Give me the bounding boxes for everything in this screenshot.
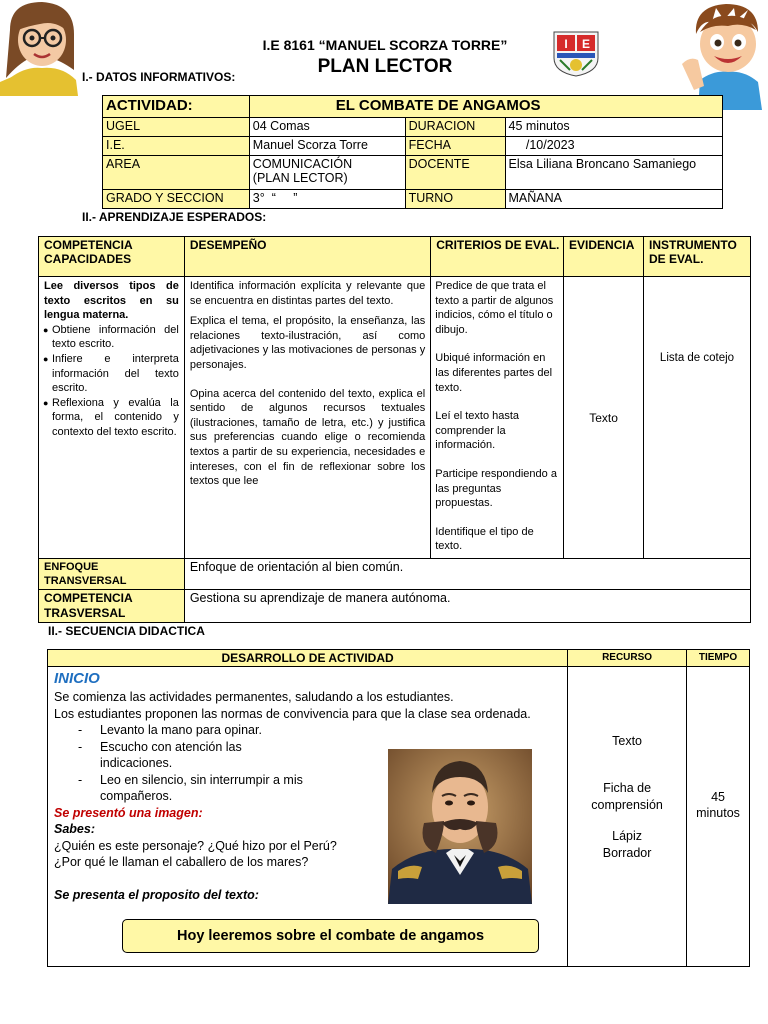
- student-cartoon-image: [682, 0, 768, 110]
- time-value: 45 minutos: [687, 667, 750, 967]
- criterion-item: Leí el texto hasta comprender la información.: [435, 410, 520, 452]
- activity-development-cell: [48, 667, 568, 967]
- duration-label: DURACION: [405, 118, 505, 137]
- section-aprendizajes: II.- APRENDIZAJE ESPERADOS:: [82, 210, 267, 224]
- activity-label: ACTIVIDAD:: [103, 96, 250, 118]
- area-value: [249, 156, 405, 190]
- question-line: ¿Por qué le llaman el caballero de los mares?: [54, 855, 309, 869]
- criterion-item: Predice de que trata el texto a partir de algunos indicios, cómo el título o dibujo.: [435, 280, 554, 336]
- header-instrumento: INSTRUMENTO DE EVAL.: [644, 237, 751, 277]
- enfoque-value: Enfoque de orientación al bien común.: [184, 559, 750, 590]
- inicio-heading: INICIO: [54, 670, 100, 687]
- ugel-value: 04 Comas: [249, 118, 405, 137]
- activity-title: EL COMBATE DE ANGAMOS: [249, 96, 722, 118]
- document-title: PLAN LECTOR: [317, 56, 453, 77]
- resource-item: Lápiz: [612, 829, 643, 843]
- development-line: Los estudiantes proponen las normas de convivencia para que la clase sea ordenada.: [54, 706, 531, 721]
- capacities-list: [44, 323, 179, 440]
- performance-item: Opina acerca del contenido del texto, explica el sentido de algunos recursos textuales (ilustraciones, tamaño de letra, etc.) y justifica sus preferencias cuando elige o recomienda textos a partir de su experiencia, necesidades e intereses, con el fin de reflexionar sobre los textos que lee: [189, 387, 426, 488]
- norms-list: [54, 722, 314, 805]
- competencia-transversal-label: COMPETENCIA TRASVERSAL: [39, 590, 185, 623]
- grau-portrait-image: [388, 749, 532, 904]
- date-label: FECHA: [405, 137, 505, 156]
- crest-letter-i: I: [564, 37, 568, 51]
- teacher-label: DOCENTE: [405, 156, 505, 190]
- grade-value: 3° “ ”: [249, 190, 405, 209]
- capacity-item: ● Infiere e interpreta información del texto escrito.: [44, 352, 179, 396]
- shift-value: MAÑANA: [505, 190, 723, 209]
- info-table: [102, 95, 723, 209]
- development-line: Se comienza las actividades permanentes, saludando a los estudiantes.: [54, 690, 454, 704]
- purpose-label: Se presenta el proposito del texto:: [54, 887, 259, 902]
- capacity-item: ● Reflexiona y evalúa la forma, el contenido y contexto del texto escrito.: [44, 396, 179, 440]
- criteria-cell: [431, 277, 564, 559]
- resource-item: Ficha de comprensión: [591, 781, 663, 812]
- image-note: Se presentó una imagen:: [54, 805, 203, 820]
- resources-cell: [568, 667, 687, 967]
- purpose-box: Hoy leeremos sobre el combate de angamos: [122, 919, 539, 953]
- question-line: ¿Quién es este personaje? ¿Qué hizo por el Perú?: [54, 838, 337, 853]
- area-label: AREA: [103, 156, 250, 190]
- header-capacidades-text: CAPACIDADES: [44, 252, 132, 266]
- criterion-item: Participe respondiendo a las preguntas propuestas.: [435, 467, 557, 510]
- date-value: /10/2023: [505, 137, 723, 156]
- capacities-cell: [39, 277, 185, 559]
- header-competencia-text: COMPETENCIA: [44, 238, 133, 252]
- duration-value: 45 minutos: [505, 118, 723, 137]
- school-name: I.E 8161 “MANUEL SCORZA TORRE”: [262, 37, 508, 53]
- instrument-value: Lista de cotejo: [644, 277, 751, 559]
- school-crest-logo: [552, 30, 600, 78]
- header-evidencia: EVIDENCIA: [564, 237, 644, 277]
- ugel-label: UGEL: [103, 118, 250, 137]
- criterion-item: Ubiqué información en las diferentes partes del texto.: [435, 352, 553, 394]
- evidence-value: Texto: [564, 277, 644, 559]
- header-competencia: [39, 237, 185, 277]
- enfoque-label: ENFOQUE TRANSVERSAL: [39, 559, 185, 590]
- teacher-value: Elsa Liliana Broncano Samaniego: [505, 156, 723, 190]
- ie-label: I.E.: [103, 137, 250, 156]
- teacher-cartoon-image: [0, 0, 80, 96]
- header-criterios: CRITERIOS DE EVAL.: [431, 237, 564, 277]
- learning-table: [38, 236, 751, 623]
- resource-item: Borrador: [602, 846, 652, 860]
- norm-item: - Levanto la mano para opinar.: [54, 722, 314, 739]
- criterion-item: Identifique el tipo de texto.: [435, 525, 534, 553]
- grade-label: GRADO Y SECCION: [103, 190, 250, 209]
- header-desempeno: DESEMPEÑO: [184, 237, 430, 277]
- area-value-line2: (PLAN LECTOR): [252, 171, 348, 185]
- performance-item: Explica el tema, el propósito, la enseñanza, las relaciones texto-ilustración, así como adjetivaciones y las motivaciones de personas y personajes.: [189, 315, 426, 371]
- header-tiempo: TIEMPO: [687, 650, 750, 667]
- performance-item: Identifica información explícita y relevante que se encuentra en distintas partes del texto.: [189, 280, 426, 307]
- crest-letter-e: E: [581, 37, 591, 51]
- sabes-label: Sabes:: [54, 822, 95, 836]
- header-desarrollo: DESARROLLO DE ACTIVIDAD: [48, 650, 568, 667]
- sequence-table: [47, 649, 750, 967]
- norm-item: - Leo en silencio, sin interrumpir a mis compañeros.: [54, 772, 314, 805]
- shift-label: TURNO: [405, 190, 505, 209]
- header-recurso: RECURSO: [568, 650, 687, 667]
- capacity-item: ● Obtiene información del texto escrito.: [44, 323, 179, 352]
- competencia-transversal-value: Gestiona su aprendizaje de manera autónoma.: [184, 590, 750, 623]
- performances-cell: [184, 277, 430, 559]
- competency-title: Lee diversos tipos de texto escritos en su lengua materna.: [44, 280, 179, 322]
- section-secuencia: II.- SECUENCIA DIDACTICA: [48, 624, 205, 638]
- norm-item: - Escucho con atención las indicaciones.: [54, 739, 314, 772]
- ie-value: Manuel Scorza Torre: [249, 137, 405, 156]
- section-datos-informativos: I.- DATOS INFORMATIVOS:: [82, 70, 236, 84]
- resource-item: Texto: [612, 734, 643, 748]
- area-value-line1: COMUNICACIÓN: [252, 157, 353, 171]
